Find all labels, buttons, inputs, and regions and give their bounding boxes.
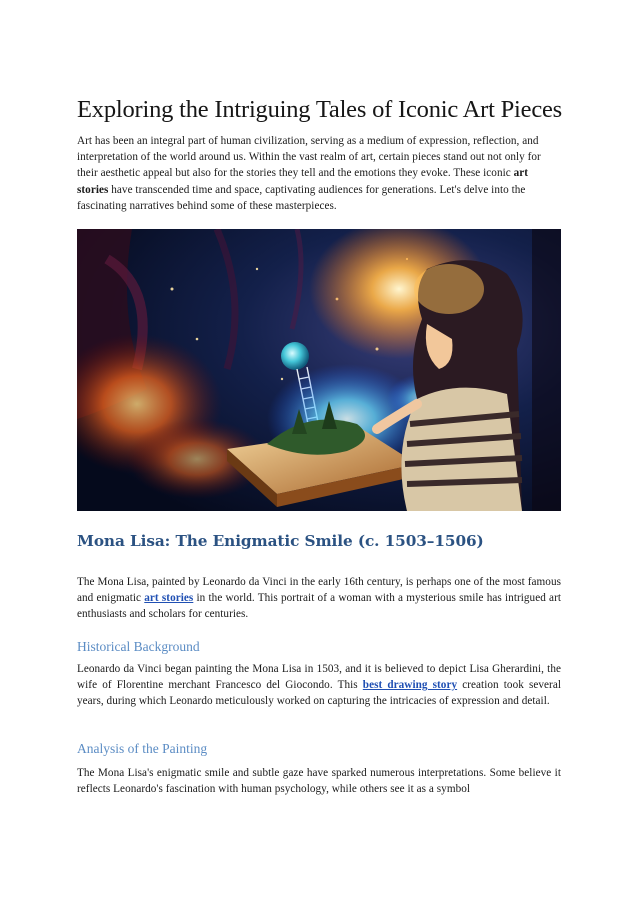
analysis-heading: Analysis of the Painting xyxy=(77,741,208,756)
mona-lisa-heading: Mona Lisa: The Enigmatic Smile (c. 1503–1506) xyxy=(77,532,484,550)
mona-lisa-text-1: The Mona Lisa, painted by Leonardo da Vinci in the early 16th century, is perhaps one of the most famous and enigmatic xyxy=(77,576,561,605)
fantasy-child-book-illustration-icon xyxy=(77,229,561,511)
analysis-paragraph: The Mona Lisa's enigmatic smile and subtle gaze have sparked numerous interpretations. Some believe it reflects Leonardo's fascination with human psychology, while others see it as a symbol xyxy=(77,767,561,796)
historical-background-heading: Historical Background xyxy=(77,639,200,654)
intro-text-2: have transcended time and space, captivating audiences for generations. Let's delve into the fascinating narratives behind some of these masterpieces. xyxy=(77,183,526,212)
mona-lisa-text-2: in the world. This portrait of a woman with a mysterious smile has intrigued art enthusiasts and scholars for centuries. xyxy=(77,592,561,621)
art-stories-link[interactable]: art stories xyxy=(144,592,194,605)
intro-text-1: Art has been an integral part of human civilization, serving as a medium of expression, reflection, and interpretation of the world around us. Within the vast realm of art, certain pieces stand out not only for their aesthetic appeal but also for the stories they tell and the emotions they evoke. These iconic xyxy=(77,135,541,180)
hero-illustration xyxy=(77,229,561,511)
intro-paragraph xyxy=(77,133,561,214)
historical-background-paragraph xyxy=(77,661,561,710)
best-drawing-story-link[interactable]: best drawing story xyxy=(362,679,458,692)
historical-text-1: Leonardo da Vinci began painting the Mona Lisa in 1503, and it is believed to depict Lisa Gherardini, the wife of Florentine merchant Francesco del Giocondo. This xyxy=(77,663,561,692)
historical-text-2: creation took several years, during which Leonardo meticulously worked on capturing the intricacies of expression and detail. xyxy=(77,679,561,708)
mona-lisa-paragraph xyxy=(77,574,561,623)
intro-bold-art-stories: art stories xyxy=(77,167,529,196)
page-title: Exploring the Intriguing Tales of Iconic Art Pieces xyxy=(77,96,563,123)
